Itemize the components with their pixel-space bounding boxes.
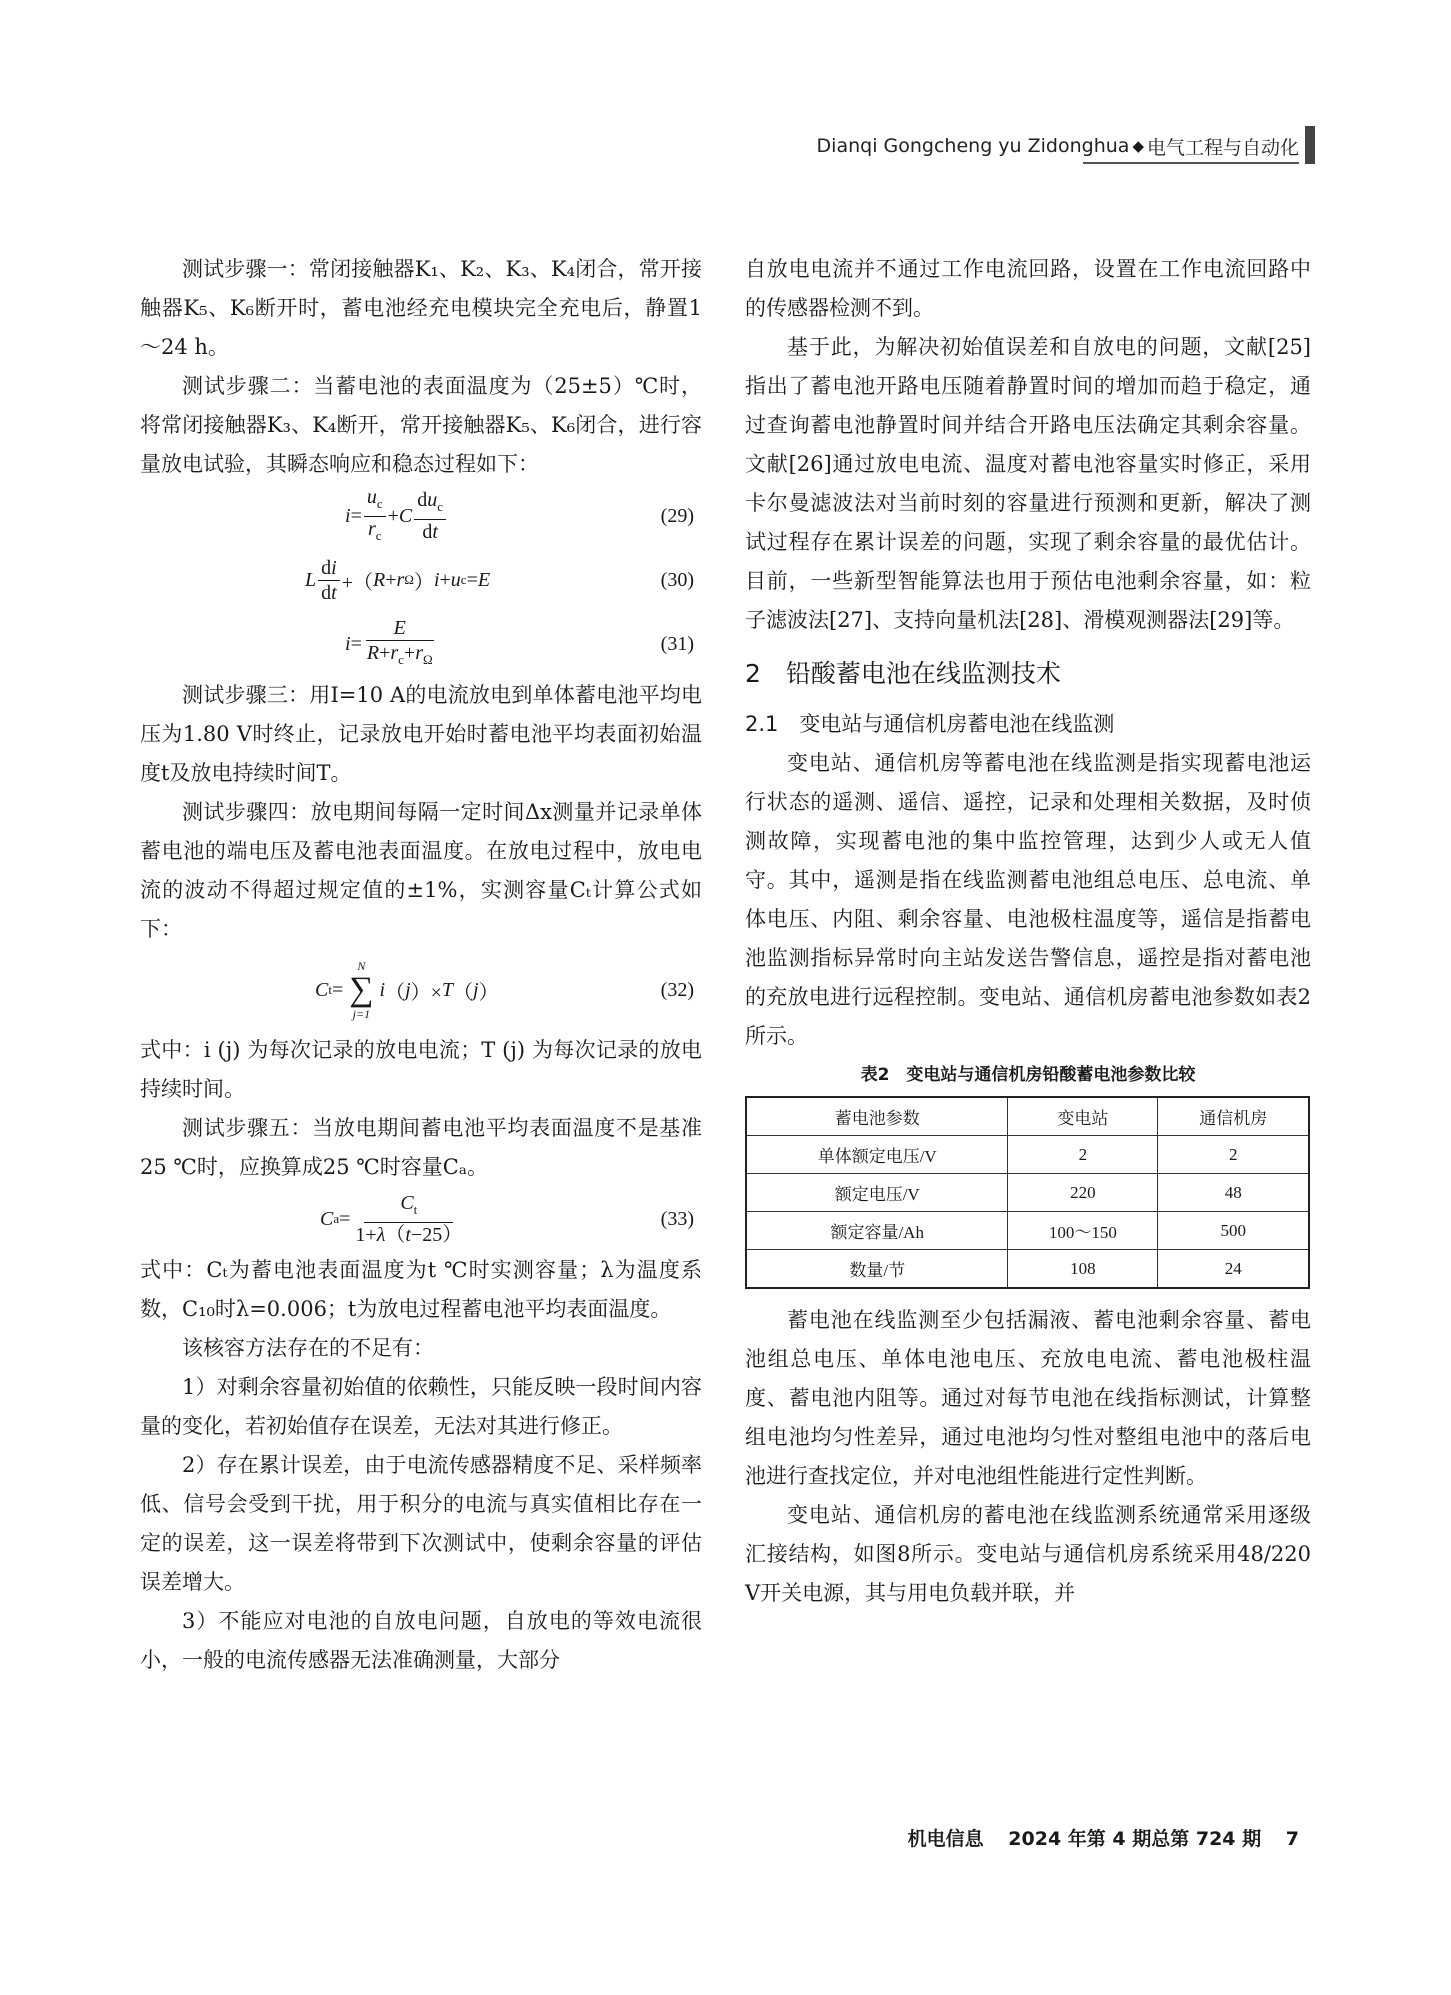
table-row — [746, 1212, 1309, 1250]
table-cell: 500 — [1158, 1212, 1309, 1250]
right-column — [745, 250, 1311, 1613]
footer-issue: 2024 年第 4 期总第 724 期 — [1008, 1828, 1262, 1850]
table-caption: 表2 变电站与通信机房铅酸蓄电池参数比较 — [860, 1065, 1196, 1085]
table-header-cell: 通信机房 — [1158, 1097, 1309, 1136]
equation-number: (33) — [660, 1208, 694, 1230]
table-cell: 220 — [1008, 1174, 1158, 1212]
equation-number: (29) — [660, 505, 694, 527]
page-footer — [908, 1824, 1299, 1851]
paragraph: 变电站、通信机房的蓄电池在线监测系统通常采用逐级汇接结构，如图8所示。变电站与通信机房系统采用48/220 V开关电源，其与用电负载并联，并 — [745, 1503, 1311, 1605]
paragraph: 测试步骤一：常闭接触器K₁、K₂、K₃、K₄闭合，常开接触器K₅、K₆断开时，蓄电池经充电模块完全充电后，静置1～24 h。 — [140, 257, 702, 359]
paragraph: 测试步骤五：当放电期间蓄电池平均表面温度不是基准25 ℃时，应换算成25 ℃时容量Cₐ。 — [140, 1116, 702, 1179]
equation-number: (32) — [660, 979, 694, 1001]
footer-journal: 机电信息 — [907, 1828, 984, 1850]
table-row — [746, 1174, 1309, 1212]
table-cell: 100～150 — [1008, 1212, 1158, 1250]
equation-32: C t = N ∑ j=1 i （ j ）× T （ j ） (32) — [140, 949, 702, 1031]
equation-number: (30) — [660, 569, 694, 591]
table-row — [746, 1136, 1309, 1174]
table-header-cell: 蓄电池参数 — [746, 1097, 1008, 1136]
paragraph: 变电站、通信机房等蓄电池在线监测是指实现蓄电池运行状态的遥测、遥信、遥控，记录和处理相关数据，及时侦测故障，实现蓄电池的集中监控管理，达到少人或无人值守。其中，遥测是指在线监测蓄电池组总电压、总电流、单体电压、内阻、剩余容量、电池极柱温度等，遥信是指蓄电池监测指标异常时向主站发送告警信息，遥控是指对蓄电池的充放电进行远程控制。变电站、通信机房蓄电池参数如表2所示。 — [745, 751, 1311, 1048]
page-number: 7 — [1285, 1828, 1299, 1850]
table-cell: 额定电压/V — [746, 1174, 1008, 1212]
paragraph: 测试步骤四：放电期间每隔一定时间Δx测量并记录单体蓄电池的端电压及蓄电池表面温度。在放电过程中，放电电流的波动不得超过规定值的±1%，实测容量Cₜ计算公式如下： — [140, 800, 702, 941]
table-header-row — [746, 1097, 1309, 1136]
paragraph: 蓄电池在线监测至少包括漏液、蓄电池剩余容量、蓄电池组总电压、单体电池电压、充放电电流、蓄电池极柱温度、蓄电池内阻等。通过对每节电池在线指标测试，计算整组电池均匀性差异，通过电池均匀性对整组电池中的落后电池进行查找定位，并对电池组性能进行定性判断。 — [745, 1308, 1311, 1488]
equation-31: i = $\frac{E}{R+r_c+r_\Omega}$ (31) — [140, 612, 702, 676]
diamond-separator: ◆ — [1132, 137, 1144, 155]
table-cell: 数量/节 — [746, 1250, 1008, 1289]
paragraph: 测试步骤二：当蓄电池的表面温度为（25±5）℃时，将常闭接触器K₃、K₄断开，常开接触器K₅、K₆闭合，进行容量放电试验，其瞬态响应和稳态过程如下： — [140, 374, 702, 476]
paragraph: 3）不能应对电池的自放电问题，自放电的等效电流很小，一般的电流传感器无法准确测量，大部分 — [140, 1609, 702, 1672]
journal-name-cn: 电气工程与自动化 — [1146, 136, 1299, 159]
running-header — [817, 129, 1299, 163]
battery-parameter-table — [745, 1096, 1310, 1289]
left-column — [140, 250, 702, 1680]
table-cell: 24 — [1158, 1250, 1309, 1289]
header-rule — [1083, 162, 1299, 164]
table-cell: 108 — [1008, 1250, 1158, 1289]
table-header-cell: 变电站 — [1008, 1097, 1158, 1136]
table-cell: 2 — [1008, 1136, 1158, 1174]
equation-29: i = $\frac{u_c}{r_c}$ + C $\frac{du_c}{dt}$ (29) — [140, 484, 702, 548]
paragraph: 2）存在累计误差，由于电流传感器精度不足、采样频率低、信号会受到干扰，用于积分的电流与真实值相比存在一定的误差，这一误差将带到下次测试中，使剩余容量的评估误差增大。 — [140, 1453, 702, 1594]
journal-name-en: Dianqi Gongcheng yu Zidonghua — [816, 135, 1130, 157]
equation-number: (31) — [660, 633, 694, 655]
table-cell: 48 — [1158, 1174, 1309, 1212]
table-cell: 额定容量/Ah — [746, 1212, 1008, 1250]
table-cell: 2 — [1158, 1136, 1309, 1174]
section-heading: 2 铅酸蓄电池在线监测技术 — [745, 659, 1061, 688]
paragraph: 该核容方法存在的不足有： — [182, 1336, 434, 1360]
table-cell: 单体额定电压/V — [746, 1136, 1008, 1174]
paragraph: 基于此，为解决初始值误差和自放电的问题，文献[25]指出了蓄电池开路电压随着静置时间的增加而趋于稳定，通过查询蓄电池静置时间并结合开路电压法确定其剩余容量。文献[26]通过放电电流、温度对蓄电池容量实时修正，采用卡尔曼滤波法对当前时刻的容量进行预测和更新，解决了测试过程存在累计误差的问题，实现了剩余容量的最优估计。目前，一些新型智能算法也用于预估电池剩余容量，如：粒子滤波法[27]、支持向量机法[28]、滑模观测器法[29]等。 — [745, 335, 1311, 632]
paragraph: 测试步骤三：用I=10 A的电流放电到单体蓄电池平均电压为1.80 V时终止，记录放电开始时蓄电池平均表面初始温度t及放电持续时间T。 — [140, 683, 702, 785]
header-bar — [1305, 126, 1315, 164]
paragraph: 式中：i (j) 为每次记录的放电电流；T (j) 为每次记录的放电持续时间。 — [140, 1038, 702, 1101]
subsection-heading: 2.1 变电站与通信机房蓄电池在线监测 — [745, 712, 1115, 736]
equation-30: L $\frac{di}{dt}$ +（ R + r Ω ） i + u c = E (30) — [140, 548, 702, 612]
paragraph: 1）对剩余容量初始值的依赖性，只能反映一段时间内容量的变化，若初始值存在误差，无法对其进行修正。 — [140, 1375, 702, 1438]
paragraph: 式中：Cₜ为蓄电池表面温度为t ℃时实测容量；λ为温度系数，C₁₀时λ=0.006；t为放电过程蓄电池平均表面温度。 — [140, 1258, 702, 1321]
table-row — [746, 1250, 1309, 1289]
paragraph: 自放电电流并不通过工作电流回路，设置在工作电流回路中的传感器检测不到。 — [745, 257, 1311, 320]
equation-33: C a = $\frac{C_t}{1+\lambda(t-25)}$ (33) — [140, 1187, 702, 1251]
